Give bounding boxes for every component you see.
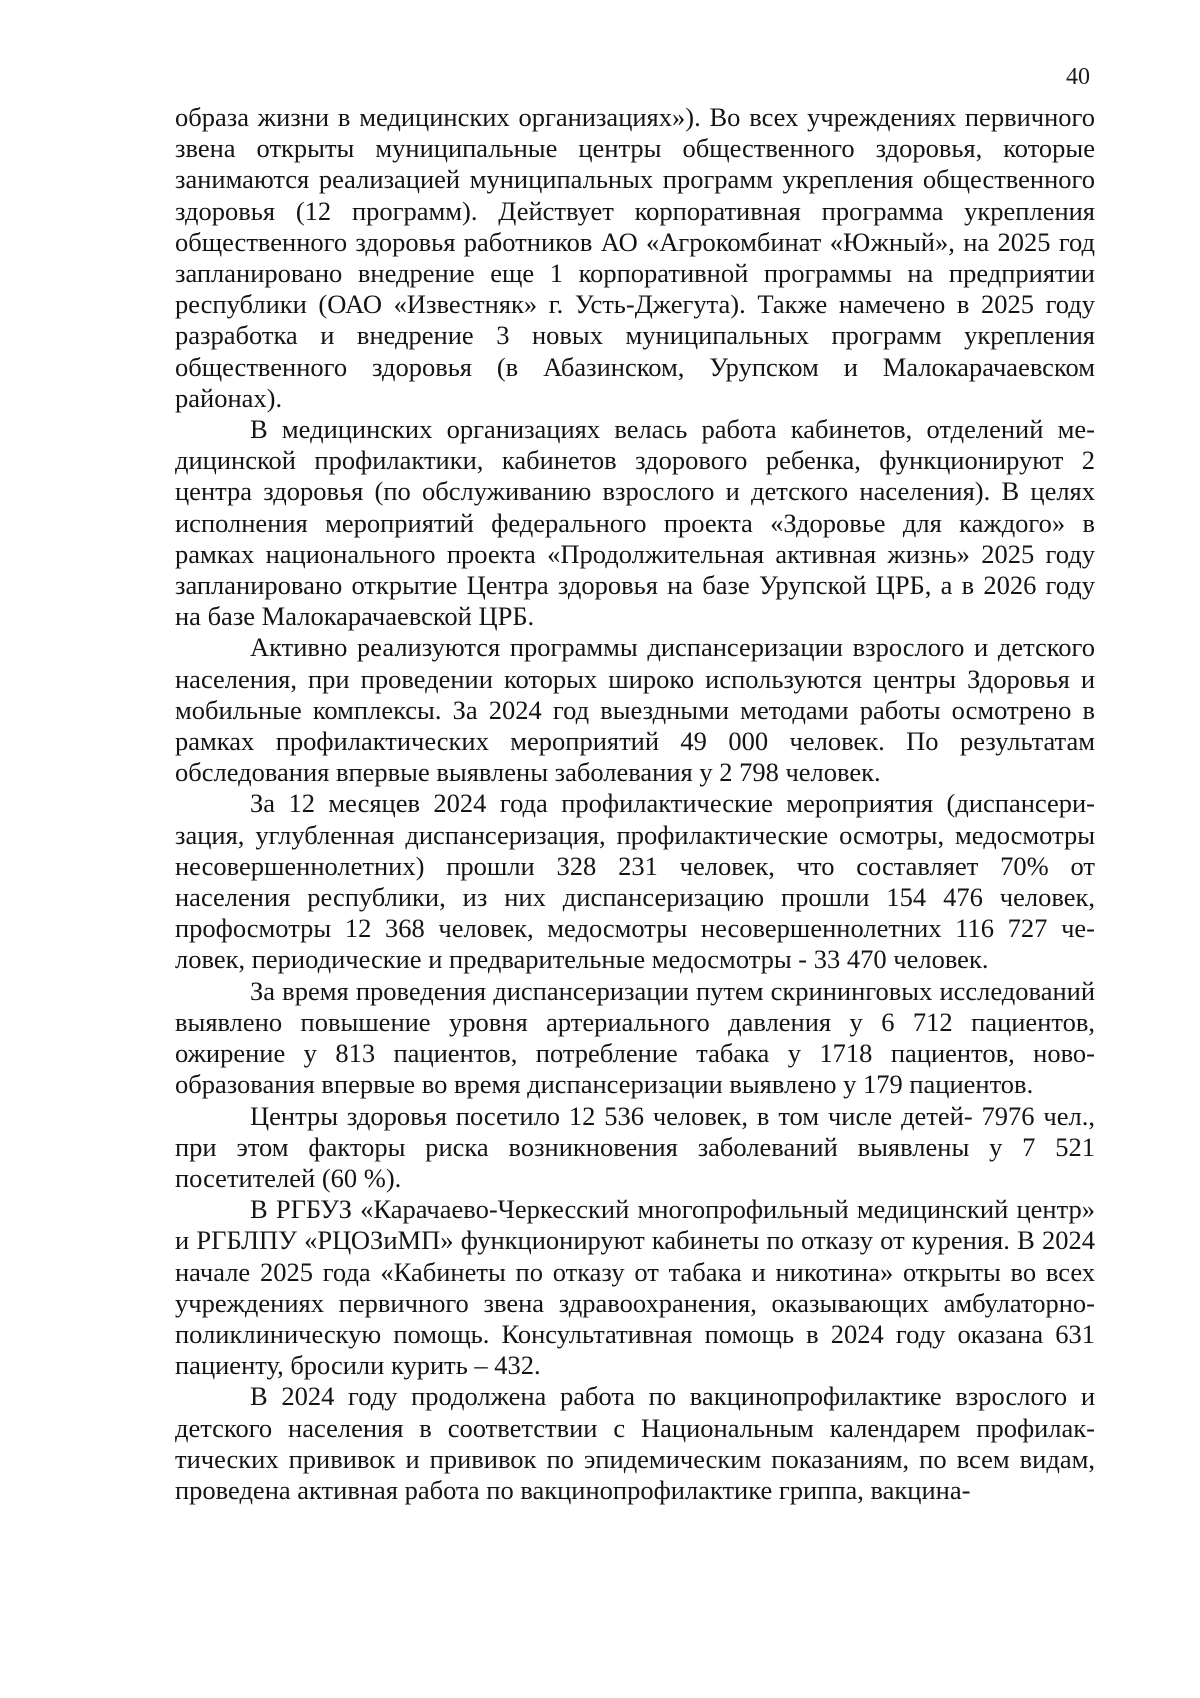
page-number: 40 xyxy=(1066,64,1090,90)
paragraph-8: В 2024 году продолжена работа по вакцинопрофилактике взрослого и детского населения в соответствии с Национальным календарем профилактических прививок и прививок по эпидемическим показаниям, по всем видам, проведена активная работа по вакцинопрофилактике гриппа, вакцина- xyxy=(175,1381,1095,1505)
paragraph-2: В медицинских организациях велась работа кабинетов, отделений медицинской профилактики, кабинетов здорового ребенка, функционируют 2 центра здоровья (по обслуживанию взрослого и детского населения). В целях исполнения мероприятий федерального проекта «Здоровье для каждого» в рамках национального проекта «Продолжительная активная жизнь» 2025 году запланировано открытие Центра здоровья на базе Урупской ЦРБ, а в 2026 году на базе Малокарачаевской ЦРБ. xyxy=(175,414,1095,632)
paragraph-6: Центры здоровья посетило 12 536 человек, в том числе детей- 7976 чел., при этом факторы риска возникновения заболеваний выявлены у 7 521 посетителей (60 %). xyxy=(175,1100,1095,1193)
paragraph-5: За время проведения диспансеризации путем скрининговых исследований выявлено повышение уровня артериального давления у 6 712 пациентов, ожирение у 813 пациентов, потребление табака у 1718 пациентов, новообразования впервые во время диспансеризации выявлено у 179 пациентов. xyxy=(175,975,1095,1100)
paragraph-7: В РГБУЗ «Карачаево-Черкесский многопрофильный медицинский центр» и РГБЛПУ «РЦОЗиМП» функционируют кабинеты по отказу от курения. В 2024 начале 2025 года «Кабинеты по отказу от табака и никотина» открыты во всех учреждениях первичного звена здравоохранения, оказывающих амбулаторно-поликлиническую помощь. Консультативная помощь в 2024 году оказана 631 пациенту, бросили курить – 432. xyxy=(175,1194,1095,1381)
paragraph-4: За 12 месяцев 2024 года профилактические мероприятия (диспансеризация, углубленная диспансеризация, профилактические осмотры, медосмотры несовершеннолетних) прошли 328 231 человек, что составляет 70% от населения республики, из них диспансеризацию прошли 154 476 человек, профосмотры 12 368 человек, медосмотры несовершеннолетних 116 727 человек, периодические и предварительные медосмотры - 33 470 человек. xyxy=(175,788,1095,975)
page-body xyxy=(175,102,1095,1506)
paragraph-3: Активно реализуются программы диспансеризации взрослого и детского населения, при проведении которых широко используются центры Здоровья и мобильные комплексы. За 2024 год выездными методами работы осмотрено в рамках профилактических мероприятий 49 000 человек. По результатам обследования впервые выявлены заболевания у 2 798 человек. xyxy=(175,632,1095,788)
paragraph-1: образа жизни в медицинских организациях»). Во всех учреждениях первичного звена открыты муниципальные центры общественного здоровья, которые занимаются реализацией муниципальных программ укрепления общественного здоровья (12 программ). Действует корпоративная программа укрепления общественного здоровья работников АО «Агрокомбинат «Южный», на 2025 год запланировано внедрение еще 1 корпоративной программы на предприятии республики (ОАО «Известняк» г. Усть-Джегута). Также намечено в 2025 году разработка и внедрение 3 новых муниципальных программ укрепления общественного здоровья (в Абазинском, Урупском и Малокарачаевском районах). xyxy=(175,102,1095,413)
